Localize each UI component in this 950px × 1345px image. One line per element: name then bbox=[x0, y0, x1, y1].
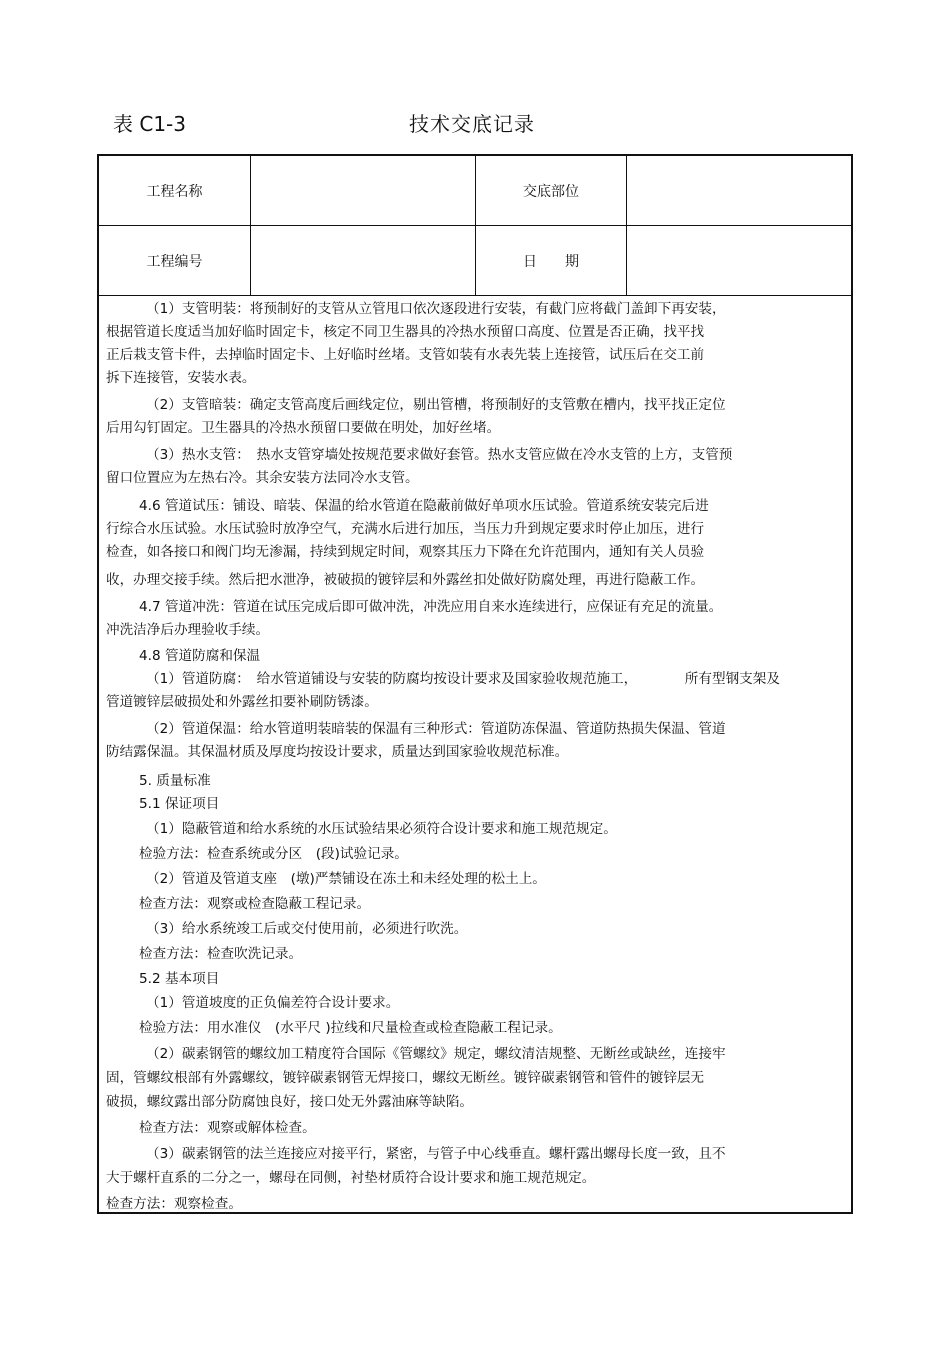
date-field[interactable] bbox=[627, 226, 851, 295]
content-line: 防结露保温。其保温材质及厚度均按设计要求，质量达到国家验收规范标准。 bbox=[106, 744, 569, 760]
content-line: 检查，如各接口和阀门均无渗漏，持续到规定时间，观察其压力下降在允许范围内，通知有关人员验 bbox=[106, 544, 705, 560]
record-form bbox=[97, 154, 853, 1214]
content-line: 4.8 管道防腐和保温 bbox=[139, 648, 261, 664]
info-row-project-no bbox=[99, 226, 851, 296]
content-line: 5.2 基本项目 bbox=[139, 971, 220, 987]
content-line: 行综合水压试验。水压试验时放净空气，充满水后进行加压，当压力升到规定要求时停止加压，进行 bbox=[106, 521, 705, 537]
content-line: （1）管道防腐： 给水管道铺设与安装的防腐均按设计要求及国家验收规范施工， 所有型钢支架及 bbox=[146, 671, 780, 687]
project-no-field[interactable] bbox=[251, 226, 476, 295]
content-line: 留口位置应为左热右冷。其余安装方法同冷水支管。 bbox=[106, 470, 419, 486]
content-line: 4.6 管道试压：铺设、暗装、保温的给水管道在隐蔽前做好单项水压试验。管道系统安装完后进 bbox=[139, 498, 709, 514]
content-line: 5.1 保证项目 bbox=[139, 796, 220, 812]
form-code: 表 C1-3 bbox=[113, 112, 186, 136]
project-name-label: 工程名称 bbox=[99, 156, 251, 225]
content-line: （1）管道坡度的正负偏差符合设计要求。 bbox=[146, 995, 400, 1011]
content-line: 检查方法：观察检查。 bbox=[106, 1196, 242, 1212]
project-no-label: 工程编号 bbox=[99, 226, 251, 295]
content-line: （1）支管明装：将预制好的支管从立管甩口依次逐段进行安装，有截门应将截门盖卸下再安装， bbox=[146, 301, 726, 317]
content-line: 大于螺杆直系的二分之一，螺母在同侧，衬垫材质符合设计要求和施工规范规定。 bbox=[106, 1170, 596, 1186]
content-line: 根据管道长度适当加好临时固定卡，核定不同卫生器具的冷热水预留口高度、位置是否正确，找平找 bbox=[106, 324, 705, 340]
content-line: （3）热水支管： 热水支管穿墙处按规范要求做好套管。热水支管应做在冷水支管的上方，支管预 bbox=[146, 447, 733, 463]
content-line: （2）支管暗装：确定支管高度后画线定位，剔出管槽，将预制好的支管敷在槽内，找平找正定位 bbox=[146, 397, 726, 413]
content-line: 拆下连接管，安装水表。 bbox=[106, 370, 256, 386]
content-line: 检验方法：检查系统或分区 (段)试验记录。 bbox=[139, 846, 408, 862]
location-field[interactable] bbox=[627, 156, 851, 225]
content-line: （2）碳素钢管的螺纹加工精度符合国际《管螺纹》规定，螺纹清洁规整、无断丝或缺丝，连接牢 bbox=[146, 1046, 726, 1062]
content-line: （3）碳素钢管的法兰连接应对接平行，紧密，与管子中心线垂直。螺杆露出螺母长度一致，且不 bbox=[146, 1146, 726, 1162]
content-line: （2）管道及管道支座 (墩)严禁铺设在冻土和未经处理的松土上。 bbox=[146, 871, 546, 887]
date-label: 日 期 bbox=[476, 226, 627, 295]
content-line: （2）管道保温：给水管道明装暗装的保温有三种形式：管道防冻保温、管道防热损失保温、管道 bbox=[146, 721, 726, 737]
content-line: 检查方法：检查吹洗记录。 bbox=[139, 946, 303, 962]
document-title: 技术交底记录 bbox=[409, 112, 535, 136]
location-label: 交底部位 bbox=[476, 156, 627, 225]
content-line: 后用勾钉固定。卫生器具的冷热水预留口要做在明处，加好丝堵。 bbox=[106, 420, 501, 436]
content-line: 检查方法：观察或检查隐蔽工程记录。 bbox=[139, 896, 371, 912]
content-line: 破损，螺纹露出部分防腐蚀良好，接口处无外露油麻等缺陷。 bbox=[106, 1094, 474, 1110]
content-line: 正后栽支管卡件，去掉临时固定卡、上好临时丝堵。支管如装有水表先装上连接管，试压后在交工前 bbox=[106, 347, 705, 363]
content-line: 检查方法：观察或解体检查。 bbox=[139, 1120, 316, 1136]
content-line: 4.7 管道冲洗：管道在试压完成后即可做冲洗，冲洗应用自来水连续进行，应保证有充足的流量。 bbox=[139, 599, 723, 615]
info-table bbox=[99, 156, 851, 295]
content-line: （1）隐蔽管道和给水系统的水压试验结果必须符合设计要求和施工规范规定。 bbox=[146, 821, 617, 837]
project-name-field[interactable] bbox=[251, 156, 476, 225]
content-line: 冲洗洁净后办理验收手续。 bbox=[106, 622, 270, 638]
info-row-project-name bbox=[99, 156, 851, 226]
content-line: 检验方法：用水准仪 (水平尺 )拉线和尺量检查或检查隐蔽工程记录。 bbox=[139, 1020, 562, 1036]
content-line: 收，办理交接手续。然后把水泄净，被破损的镀锌层和外露丝扣处做好防腐处理，再进行隐蔽工作。 bbox=[106, 572, 705, 588]
content-line: 固，管螺纹根部有外露螺纹，镀锌碳素钢管无焊接口，螺纹无断丝。镀锌碳素钢管和管件的镀锌层无 bbox=[106, 1070, 705, 1086]
content-line: （3）给水系统竣工后或交付使用前，必须进行吹洗。 bbox=[146, 921, 468, 937]
content-line: 5. 质量标准 bbox=[139, 773, 211, 789]
content-line: 管道镀锌层破损处和外露丝扣要补刷防锈漆。 bbox=[106, 694, 378, 710]
